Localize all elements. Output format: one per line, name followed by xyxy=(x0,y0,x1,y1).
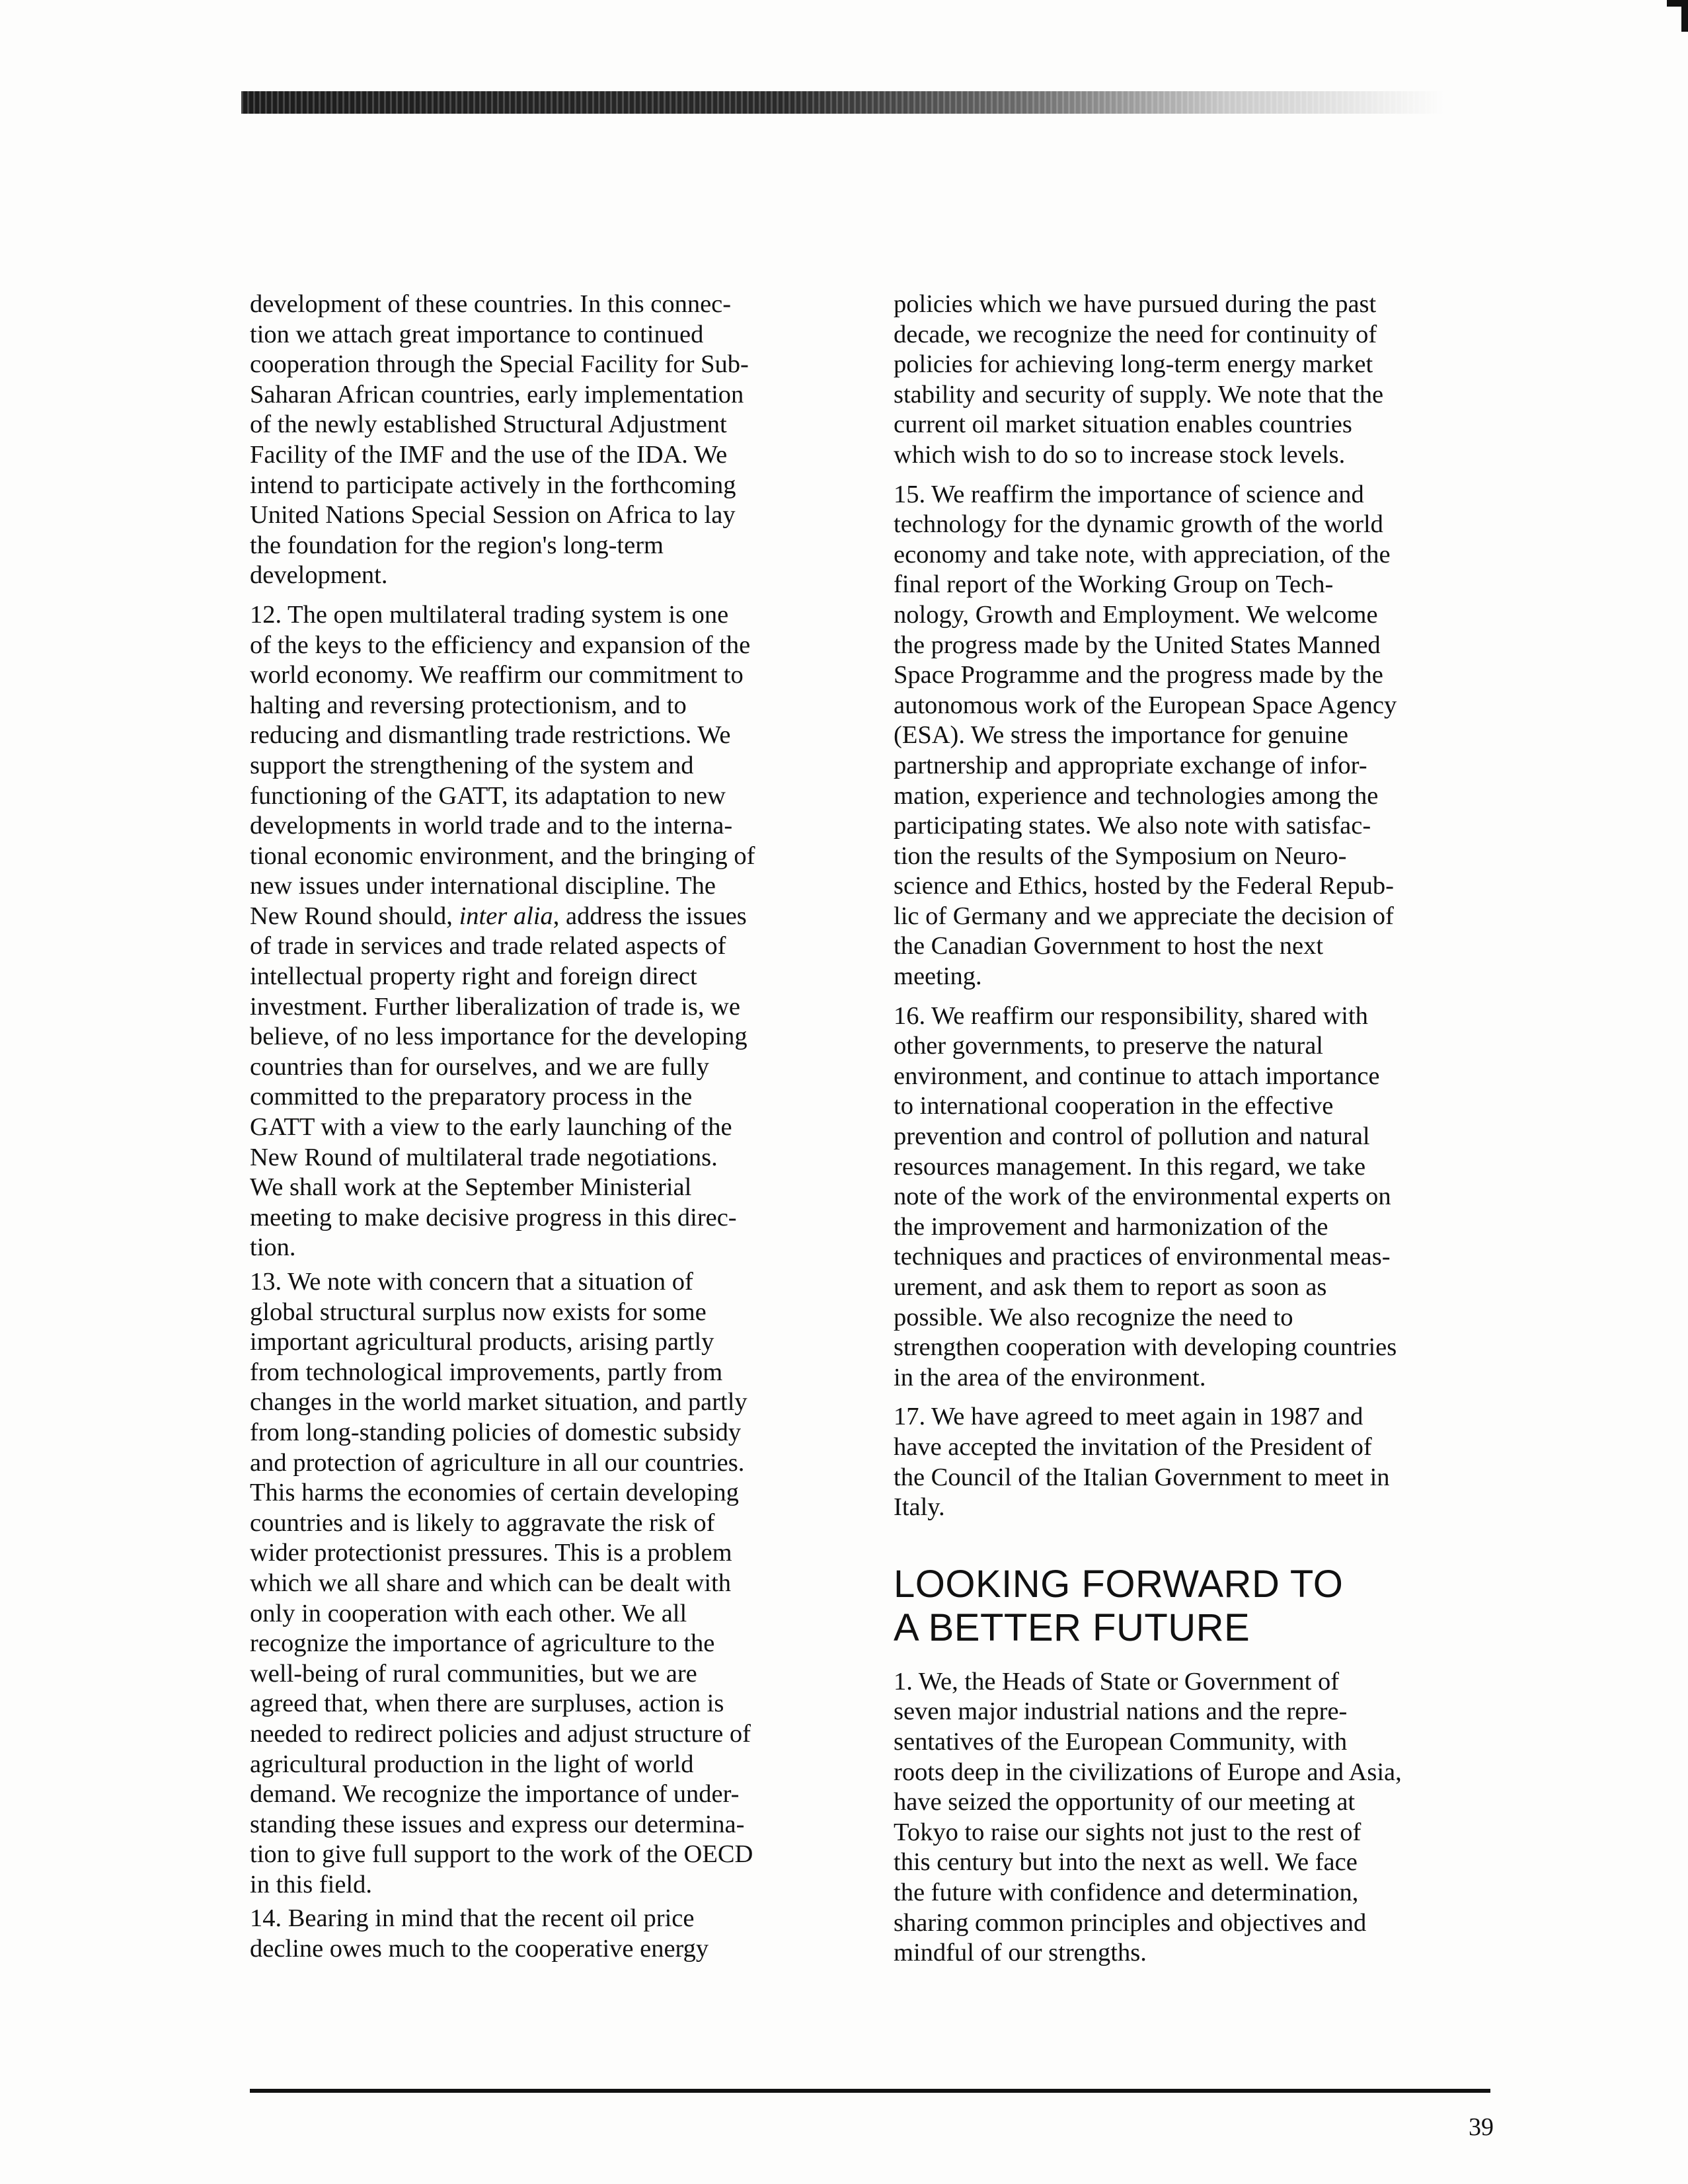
right-column xyxy=(894,290,1488,1978)
header-decorative-bar xyxy=(241,91,1444,114)
paragraph-14: 14. Bearing in mind that the recent oil price decline owes much to the cooperative energy xyxy=(250,1904,709,1963)
left-column xyxy=(250,290,845,1974)
paragraph-12-text-b: , address the issues of trade in services and trade related aspects of intellectual property right and foreign direct investment. Further liberalization of trade is, we believe, of no less importance for the developing countries than for ourselves, and we are fully committed to the preparatory process in the GATT with a view to the early launching of the New Round of multilateral trade negotiations. We shall work at the September Ministerial meeting to make decisive progress in this direc- tion. xyxy=(250,902,748,1262)
scan-corner-tick xyxy=(1667,0,1681,7)
page-number: 39 xyxy=(1469,2113,1494,2141)
paragraph-13: 13. We note with concern that a situation of global structural surplus now exists for some important agricultural products, arising partly from technological improvements, partly from changes in the world market situation, and partly from long-standing policies of domestic subsidy and protection of agriculture in all our countries. This harms the economies of certain developing countries and is likely to aggravate the risk of wider protectionist pressures. This is a problem which we all share and which can be dealt with only in cooperation with each other. We all recognize the importance of agriculture to the well-being of rural communities, but we are agreed that, when there are surpluses, action is needed to redirect policies and adjust structure of agricultural production in the light of world demand. We recognize the importance of under- standing these issues and express our determina- tion to give full support to the work of the OECD in this field. xyxy=(250,1268,753,1898)
scan-corner-mark xyxy=(1681,0,1688,32)
paragraph-continuation: development of these countries. In this connec- tion we attach great importance to continued cooperation through the Special Facility for Sub- Saharan African countries, early implementation of the newly established Structural Adjustment Facility of the IMF and the use of the IDA. We intend to participate actively in the forthcoming United Nations Special Session on Africa to lay the foundation for the region's long-term development. xyxy=(250,290,749,590)
section-heading: LOOKING FORWARD TO A BETTER FUTURE xyxy=(894,1562,1344,1649)
paragraph-17: 17. We have agreed to meet again in 1987 and have accepted the invitation of the President of the Council of the Italian Government to meet in Italy. xyxy=(894,1403,1390,1522)
paragraph-1: 1. We, the Heads of State or Government of seven major industrial nations and the repre- sentatives of the European Community, with roots deep in the civilizations of Europe and Asia, have seized the opportunity of our meeting at Tokyo to raise our sights not just to the rest of this century but into the next as well. We face the future with confidence and determination, sharing common principles and objectives and mindful of our strengths. xyxy=(894,1667,1402,1967)
paragraph-12 xyxy=(250,600,845,1263)
paragraph-12-italic: inter alia xyxy=(459,902,553,930)
paragraph-14-continuation: policies which we have pursued during the past decade, we recognize the need for continuity of policies for achieving long-term energy market stability and security of supply. We note that the current oil market situation enables countries which wish to do so to increase stock levels. xyxy=(894,290,1384,469)
footer-rule xyxy=(250,2089,1490,2093)
paragraph-12-text-a: 12. The open multilateral trading system is one of the keys to the efficiency and expansion of the world economy. We reaffirm our commitment to halting and reversing protectionism, and to reducing and dismantling trade restrictions. We support the strengthening of the system and functioning of the GATT, its adaptation to new developments in world trade and to the interna- tional economic environment, and the bringing of new issues under international discipline. The New Round should, xyxy=(250,600,755,930)
paragraph-15: 15. We reaffirm the importance of science and technology for the dynamic growth of the world economy and take note, with appreciation, of the final report of the Working Group on Tech- nology, Growth and Employment. We welcome the progress made by the United States Manned Space Programme and the progress made by the autonomous work of the European Space Agency (ESA). We stress the importance for genuine partnership and appropriate exchange of infor- mation, experience and technologies among the participating states. We also note with satisfac- tion the results of the Symposium on Neuro- science and Ethics, hosted by the Federal Repub- lic of Germany and we appreciate the decision of the Canadian Government to host the next meeting. xyxy=(894,480,1397,991)
paragraph-16: 16. We reaffirm our responsibility, shared with other governments, to preserve the natural environment, and continue to attach importance to international cooperation in the effective prevention and control of pollution and natural resources management. In this regard, we take note of the work of the environmental experts on the improvement and harmonization of the techniques and practices of environmental meas- urement, and ask them to report as soon as possible. We also recognize the need to strengthen cooperation with developing countries in the area of the environment. xyxy=(894,1001,1397,1391)
